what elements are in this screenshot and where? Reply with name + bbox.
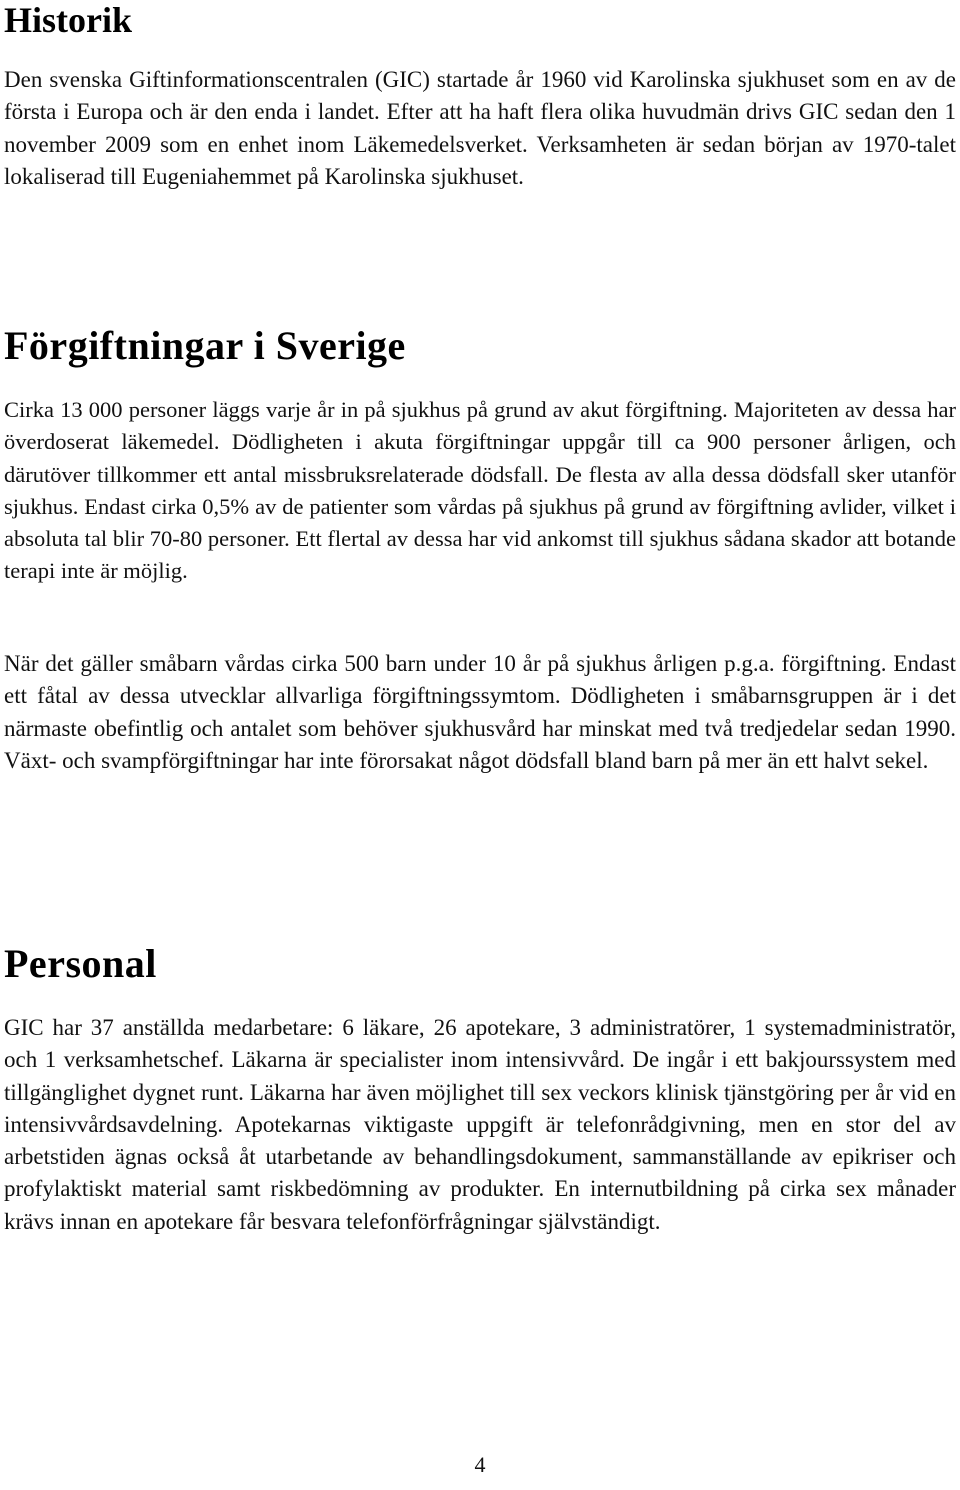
paragraph-forgiftningar-1: Cirka 13 000 personer läggs varje år in på sjukhus på grund av akut förgiftning. Majoriteten av dessa har överdoserat läkemedel. Dödligheten i akuta förgiftningar uppgår till ca 900 personer årligen, och därutöver tillkommer ett antal missbruksrelaterade dödsfall. De flesta av alla dessa dödsfall sker utanför sjukhus. Endast cirka 0,5% av de patienter som vårdas på sjukhus på grund av förgiftning avlider, vilket i absoluta tal blir 70-80 personer. Ett flertal av dessa har vid ankomst till sjukhus sådana skador att botande terapi inte är möjlig. (4, 397, 956, 584)
section-heading-personal: Personal (4, 941, 157, 986)
paragraph-forgiftningar-2: När det gäller småbarn vårdas cirka 500 barn under 10 år på sjukhus årligen p.g.a. förgiftning. Endast ett fåtal av dessa utvecklar allvarliga förgiftningssymtom. Dödligheten i småbarnsgruppen är i det närmaste obefintlig och antalet som behöver sjukhusvård har minskat med två tredjedelar sedan 1990. Växt- och svampförgiftningar har inte förorsakat något dödsfall bland barn på mer än ett halvt sekel. (4, 651, 956, 773)
paragraph-personal: GIC har 37 anställda medarbetare: 6 läkare, 26 apotekare, 3 administratörer, 1 systemadministratör, och 1 verksamhetschef. Läkarna är specialister inom intensivvård. De ingår i ett bakjourssystem med tillgänglighet dygnet runt. Läkarna har även möjlighet till sex veckors klinisk tjänstgöring per år vid en intensivvårdsavdelning. Apotekarnas viktigaste uppgift är telefonrådgivning, men en stor del av arbetstiden ägnas också åt utarbetande av behandlingsdokument, sammanställande av epikriser och profylaktiskt material samt riskbedömning av produkter. En internutbildning på cirka sex månader krävs innan en apotekare får besvara telefonförfrågningar självständigt. (4, 1015, 956, 1234)
paragraph-historik: Den svenska Giftinformationscentralen (GIC) startade år 1960 vid Karolinska sjukhuset som en av de första i Europa och är den enda i landet. Efter att ha haft flera olika huvudmän drivs GIC sedan den 1 november 2009 som en enhet inom Läkemedelsverket. Verksamheten är sedan början av 1970-talet lokaliserad till Eugeniahemmet på Karolinska sjukhuset. (4, 67, 956, 189)
section-heading-historik: Historik (4, 0, 133, 40)
page-number: 4 (474, 1452, 486, 1477)
section-heading-forgiftningar: Förgiftningar i Sverige (4, 323, 406, 368)
